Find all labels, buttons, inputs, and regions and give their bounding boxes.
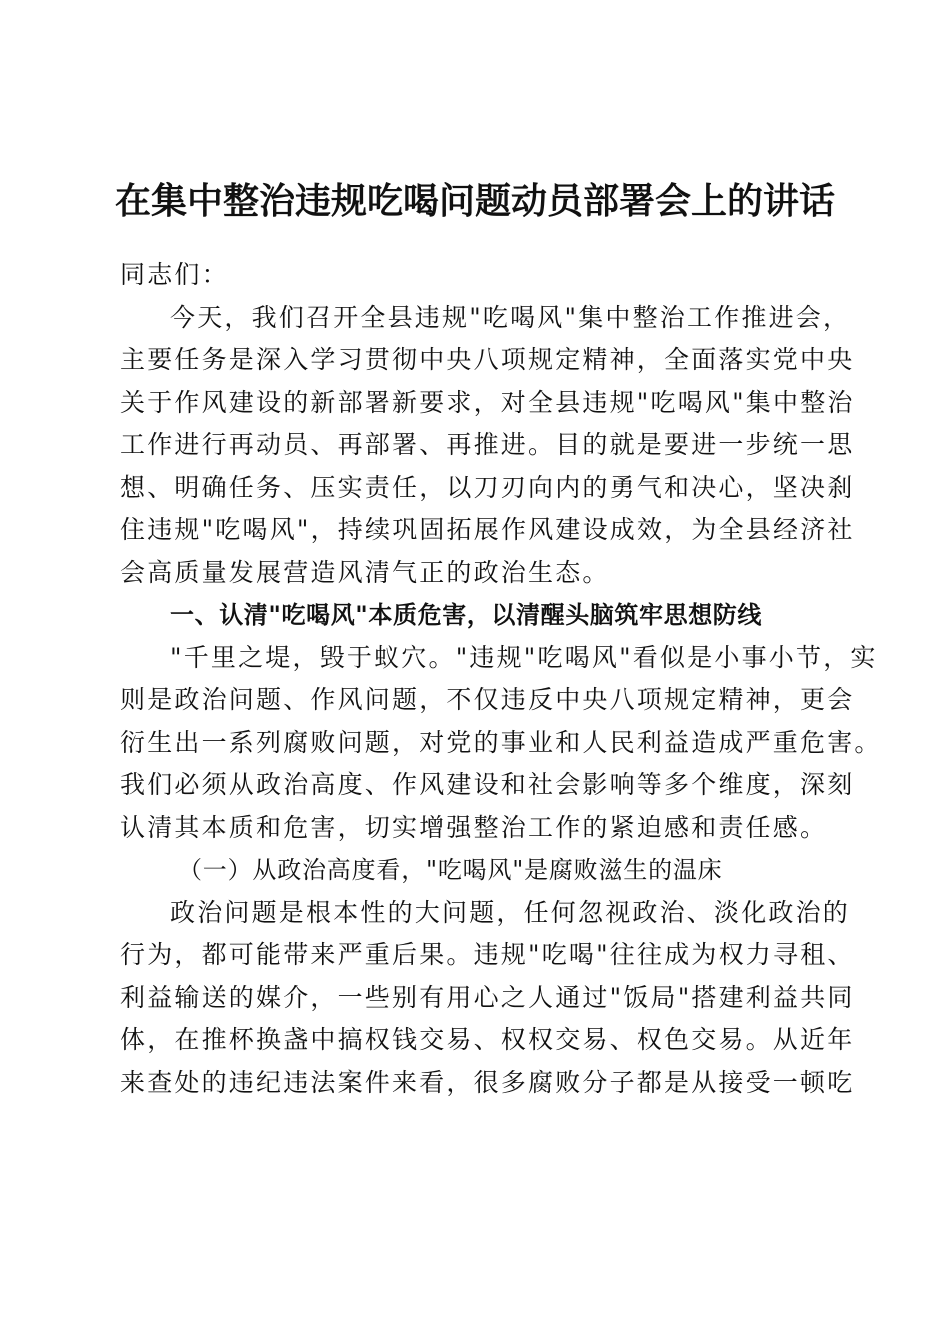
document-title: 在集中整治违规吃喝问题动员部署会上的讲话 <box>114 181 835 222</box>
subsection-heading: （一）从政治高度看，"吃喝风"是腐败滋生的温床 <box>178 856 723 884</box>
section-line: 衍生出一系列腐败问题，对党的事业和人民利益造成严重危害。 <box>120 727 882 757</box>
section-heading: 一、认清"吃喝风"本质危害，以清醒头脑筑牢思想防线 <box>170 601 763 629</box>
subsection-line: 政治问题是根本性的大问题，任何忽视政治、淡化政治的 <box>170 897 851 927</box>
subsection-line: 行为，都可能带来严重后果。违规"吃喝"往往成为权力寻租、 <box>120 940 855 969</box>
subsection-line: 体，在推杯换盏中搞权钱交易、权权交易、权色交易。从近年 <box>120 1025 855 1054</box>
intro-line: 今天，我们召开全县违规"吃喝风"集中整治工作推进会， <box>170 302 851 332</box>
section-line: 则是政治问题、作风问题，不仅违反中央八项规定精神，更会 <box>120 685 855 714</box>
section-paragraph <box>120 637 882 850</box>
intro-line: 会高质量发展营造风清气正的政治生态。 <box>120 557 610 587</box>
document-body <box>120 254 882 1104</box>
intro-line: 关于作风建设的新部署新要求，对全县违规"吃喝风"集中整治 <box>120 387 855 417</box>
greeting: 同志们： <box>120 260 229 289</box>
intro-line: 工作进行再动员、再部署、再推进。目的就是要进一步统一思 <box>120 430 855 459</box>
intro-line: 想、明确任务、压实责任，以刀刃向内的勇气和决心，坚决刹 <box>120 472 855 502</box>
subsection-line: 来查处的违纪违法案件来看，很多腐败分子都是从接受一顿吃 <box>120 1067 855 1097</box>
section-line: 认清其本质和危害，切实增强整治工作的紧迫感和责任感。 <box>120 812 828 842</box>
intro-line: 住违规"吃喝风"，持续巩固拓展作风建设成效，为全县经济社 <box>120 515 855 544</box>
subsection-paragraph <box>120 892 855 1105</box>
subsection-line: 利益输送的媒介，一些别有用心之人通过"饭局"搭建利益共同 <box>120 982 855 1012</box>
section-line: 我们必须从政治高度、作风建设和社会影响等多个维度，深刻 <box>120 770 855 799</box>
section-line: "千里之堤，毁于蚁穴。"违规"吃喝风"看似是小事小节，实 <box>170 642 878 672</box>
intro-line: 主要任务是深入学习贯彻中央八项规定精神，全面落实党中央 <box>120 345 855 374</box>
intro-paragraph <box>120 297 855 595</box>
